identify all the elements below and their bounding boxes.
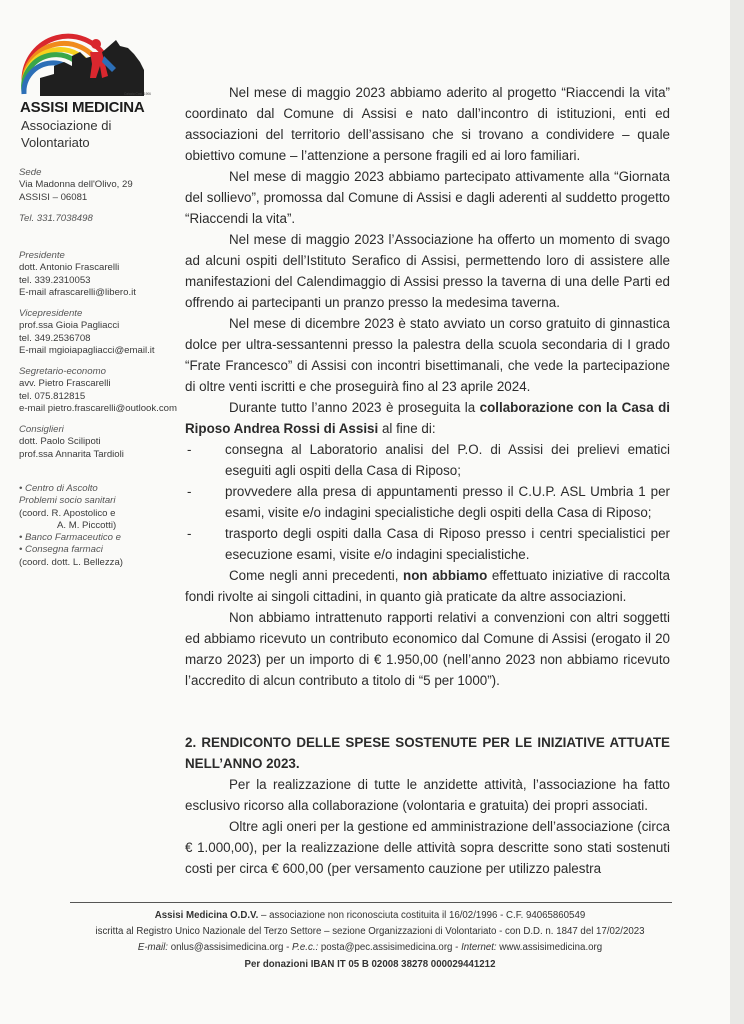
list-item: - consegna al Laboratorio analisi del P.O. di Assisi dei prelievi ematici eseguiti agli ospiti della Casa di Riposo; xyxy=(185,439,670,481)
footer-line-3 xyxy=(40,940,700,956)
banco-farmaceutico: • Banco Farmaceutico e xyxy=(19,532,122,544)
org-subtitle xyxy=(21,117,131,151)
footer-pec-label: P.e.c.: xyxy=(292,942,319,954)
paragraph-ginnastica: Nel mese di dicembre 2023 è stato avviato un corso gratuito di ginnastica dolce per ultra-sessantenni presso la palestra della scuola secondaria di I grado “Frate Francesco” di Assisi con incontri bisettimanali, che vede la partecipazione di oltre venti iscritti e che proseguirà fino al 23 aprile 2024. xyxy=(185,316,670,394)
consegna-farmaci: • Consegna farmaci xyxy=(19,544,103,556)
list-item: - provvedere alla presa di appuntamenti presso il C.U.P. ASL Umbria 1 per esami, visite e/o indagini specialistiche degli ospiti della Casa di Riposo; xyxy=(185,481,670,523)
centro-problemi: Problemi socio sanitari xyxy=(19,495,116,507)
consiglieri-label: Consiglieri xyxy=(19,424,64,435)
segretario-label: Segretario-economo xyxy=(19,366,106,377)
footer-pec: posta@pec.assisimedicina.org - xyxy=(318,942,462,954)
segretario-tel: tel. 075.812815 xyxy=(19,390,86,402)
paragraph-casa-riposo xyxy=(185,397,670,439)
footer-web: www.assisimedicina.org xyxy=(496,942,603,954)
presidente-label: Presidente xyxy=(19,250,65,261)
consigliere-1: dott. Paolo Scilipoti xyxy=(19,436,101,448)
logo-caption: Calcolo Cost. 1906 xyxy=(124,92,151,96)
sede-address: Via Madonna dell'Olivo, 29 xyxy=(19,179,133,191)
footer-org-info: – associazione non riconosciuta costituita il 16/02/1996 - C.F. 94065860549 xyxy=(258,910,586,921)
paragraph-contributo: Non abbiamo intrattenuto rapporti relativi a convenzioni con altri soggetti ed abbiamo ricevuto un contributo economico dal Comune di Assisi (erogato il 20 marzo 2023) per un importo di € 1.950,00 (nell’anno 2023 non abbiamo ricevuto l’accredito di alcun contributo a titolo di “5 per 1000”). xyxy=(185,610,670,688)
p5-pre: Durante tutto l’anno 2023 è proseguita la xyxy=(229,400,480,415)
paragraph-serafico: Nel mese di maggio 2023 l’Associazione ha offerto un momento di svago ad alcuni ospiti dell’Istituto Serafico di Assisi, permettendo loro di assistere alle manifestazioni del Calendimaggio di Assisi presso la taverna di una delle Parti ed offrendo ai partecipanti un pranzo presso la medesima taverna. xyxy=(185,232,670,310)
presidente-tel: tel. 339.2310053 xyxy=(19,274,91,286)
org-subtitle-line-2: Volontariato xyxy=(21,135,90,150)
sidebar-sede xyxy=(19,167,189,204)
presidente-name: dott. Antonio Frascarelli xyxy=(19,262,120,274)
p6-post: effettuato iniziative di raccolta fondi rivolte ai singoli cittadini, in quanto già praticate da altre associazioni. xyxy=(185,568,670,604)
sede-city: ASSISI – 06081 xyxy=(19,191,88,203)
sidebar-consiglieri xyxy=(19,424,189,461)
vice-email: E-mail mgioiapagliacci@email.it xyxy=(19,344,155,356)
sidebar-tel xyxy=(19,213,189,225)
sidebar-servizi xyxy=(19,483,189,569)
org-name: ASSISI MEDICINA xyxy=(20,99,145,116)
vice-label: Vicepresidente xyxy=(19,308,83,319)
sede-tel: Tel. 331.7038498 xyxy=(19,213,93,224)
section-title: 2. RENDICONTO DELLE SPESE SOSTENUTE PER LE INIZIATIVE ATTUATE NELL’ANNO 2023. xyxy=(185,735,670,771)
paragraph-giornata-sollievo: Nel mese di maggio 2023 abbiamo partecipato attivamente alla “Giornata del sollievo”, promossa dal Comune di Assisi e dagli aderenti al suddetto progetto “Riaccendi la vita”. xyxy=(185,169,670,226)
activity-list xyxy=(185,439,670,565)
sidebar-segretario xyxy=(19,366,189,415)
footer-iban: Per donazioni IBAN IT 05 B 02008 38278 000029441212 xyxy=(244,958,496,970)
paragraph-oneri: Oltre agli oneri per la gestione ed amministrazione dell’associazione (circa € 1.000,00), per la realizzazione delle attività sopra descritte sono stati sostenuti costi per circa € 600,00 (per versamento cauzione per utilizzo palestra xyxy=(185,819,670,876)
paragraph-riaccendi: Nel mese di maggio 2023 abbiamo aderito al progetto “Riaccendi la vita” coordinato dal Comune di Assisi e nato dall’incontro di istituzioni, enti ed associazioni del territorio dell’assisano che si trovano a condividere – quale obiettivo comune – l’attenzione a persone fragili ed ai loro familiari. xyxy=(185,85,670,163)
sidebar-vicepresidente xyxy=(19,308,189,357)
p6-bold: non abbiamo xyxy=(403,568,488,583)
footer-org-name: Assisi Medicina O.D.V. xyxy=(154,910,259,921)
footer-divider xyxy=(70,902,672,903)
footer-web-label: Internet: xyxy=(461,942,497,954)
sede-label: Sede xyxy=(19,167,42,178)
sidebar-presidente xyxy=(19,250,189,299)
vice-name: prof.ssa Gioia Pagliacci xyxy=(19,320,120,332)
vice-tel: tel. 349.2536708 xyxy=(19,332,91,344)
centro-ascolto: • Centro di Ascolto xyxy=(19,483,98,494)
segretario-email: e-mail pietro.frascarelli@outlook.com xyxy=(19,402,177,414)
paragraph-raccolta-fondi xyxy=(185,565,670,607)
p5-bold: collaborazione con la Casa di Riposo Andrea Rossi di Assisi xyxy=(185,400,670,436)
document-body xyxy=(185,82,670,879)
p6-pre: Come negli anni precedenti, xyxy=(229,568,404,583)
assisi-medicina-logo xyxy=(20,18,151,98)
footer-line-1 xyxy=(40,908,700,924)
list-item: - trasporto degli ospiti dalla Casa di Riposo presso i centri specialistici per esecuzione esami, visite e/o indagini specialistiche. xyxy=(185,523,670,565)
consegna-coord: (coord. dott. L. Bellezza) xyxy=(19,556,123,568)
footer-email: onlus@assisimedicina.org - xyxy=(168,942,292,954)
p5-post: al fine di: xyxy=(378,421,436,436)
page-edge xyxy=(730,0,744,1024)
footer-line-2: iscritta al Registro Unico Nazionale del Terzo Settore – sezione Organizzazioni di Volontariato - con D.D. n. 1847 del 17/02/2023 xyxy=(95,926,645,938)
paragraph-realizzazione: Per la realizzazione di tutte le anzidette attività, l’associazione ha fatto esclusivo ricorso alla collaborazione (volontaria e gratuita) dei propri associati. xyxy=(185,777,670,813)
segretario-name: avv. Pietro Frascarelli xyxy=(19,378,111,390)
footer xyxy=(40,908,700,973)
footer-email-label: E-mail: xyxy=(137,942,169,954)
presidente-email: E-mail afrascarelli@libero.it xyxy=(19,286,136,298)
consigliere-2: prof.ssa Annarita Tardioli xyxy=(19,448,124,460)
centro-coord: (coord. R. Apostolico e xyxy=(19,507,116,519)
centro-coord-2: A. M. Piccotti) xyxy=(57,519,117,531)
org-subtitle-line-1: Associazione di xyxy=(21,118,112,133)
